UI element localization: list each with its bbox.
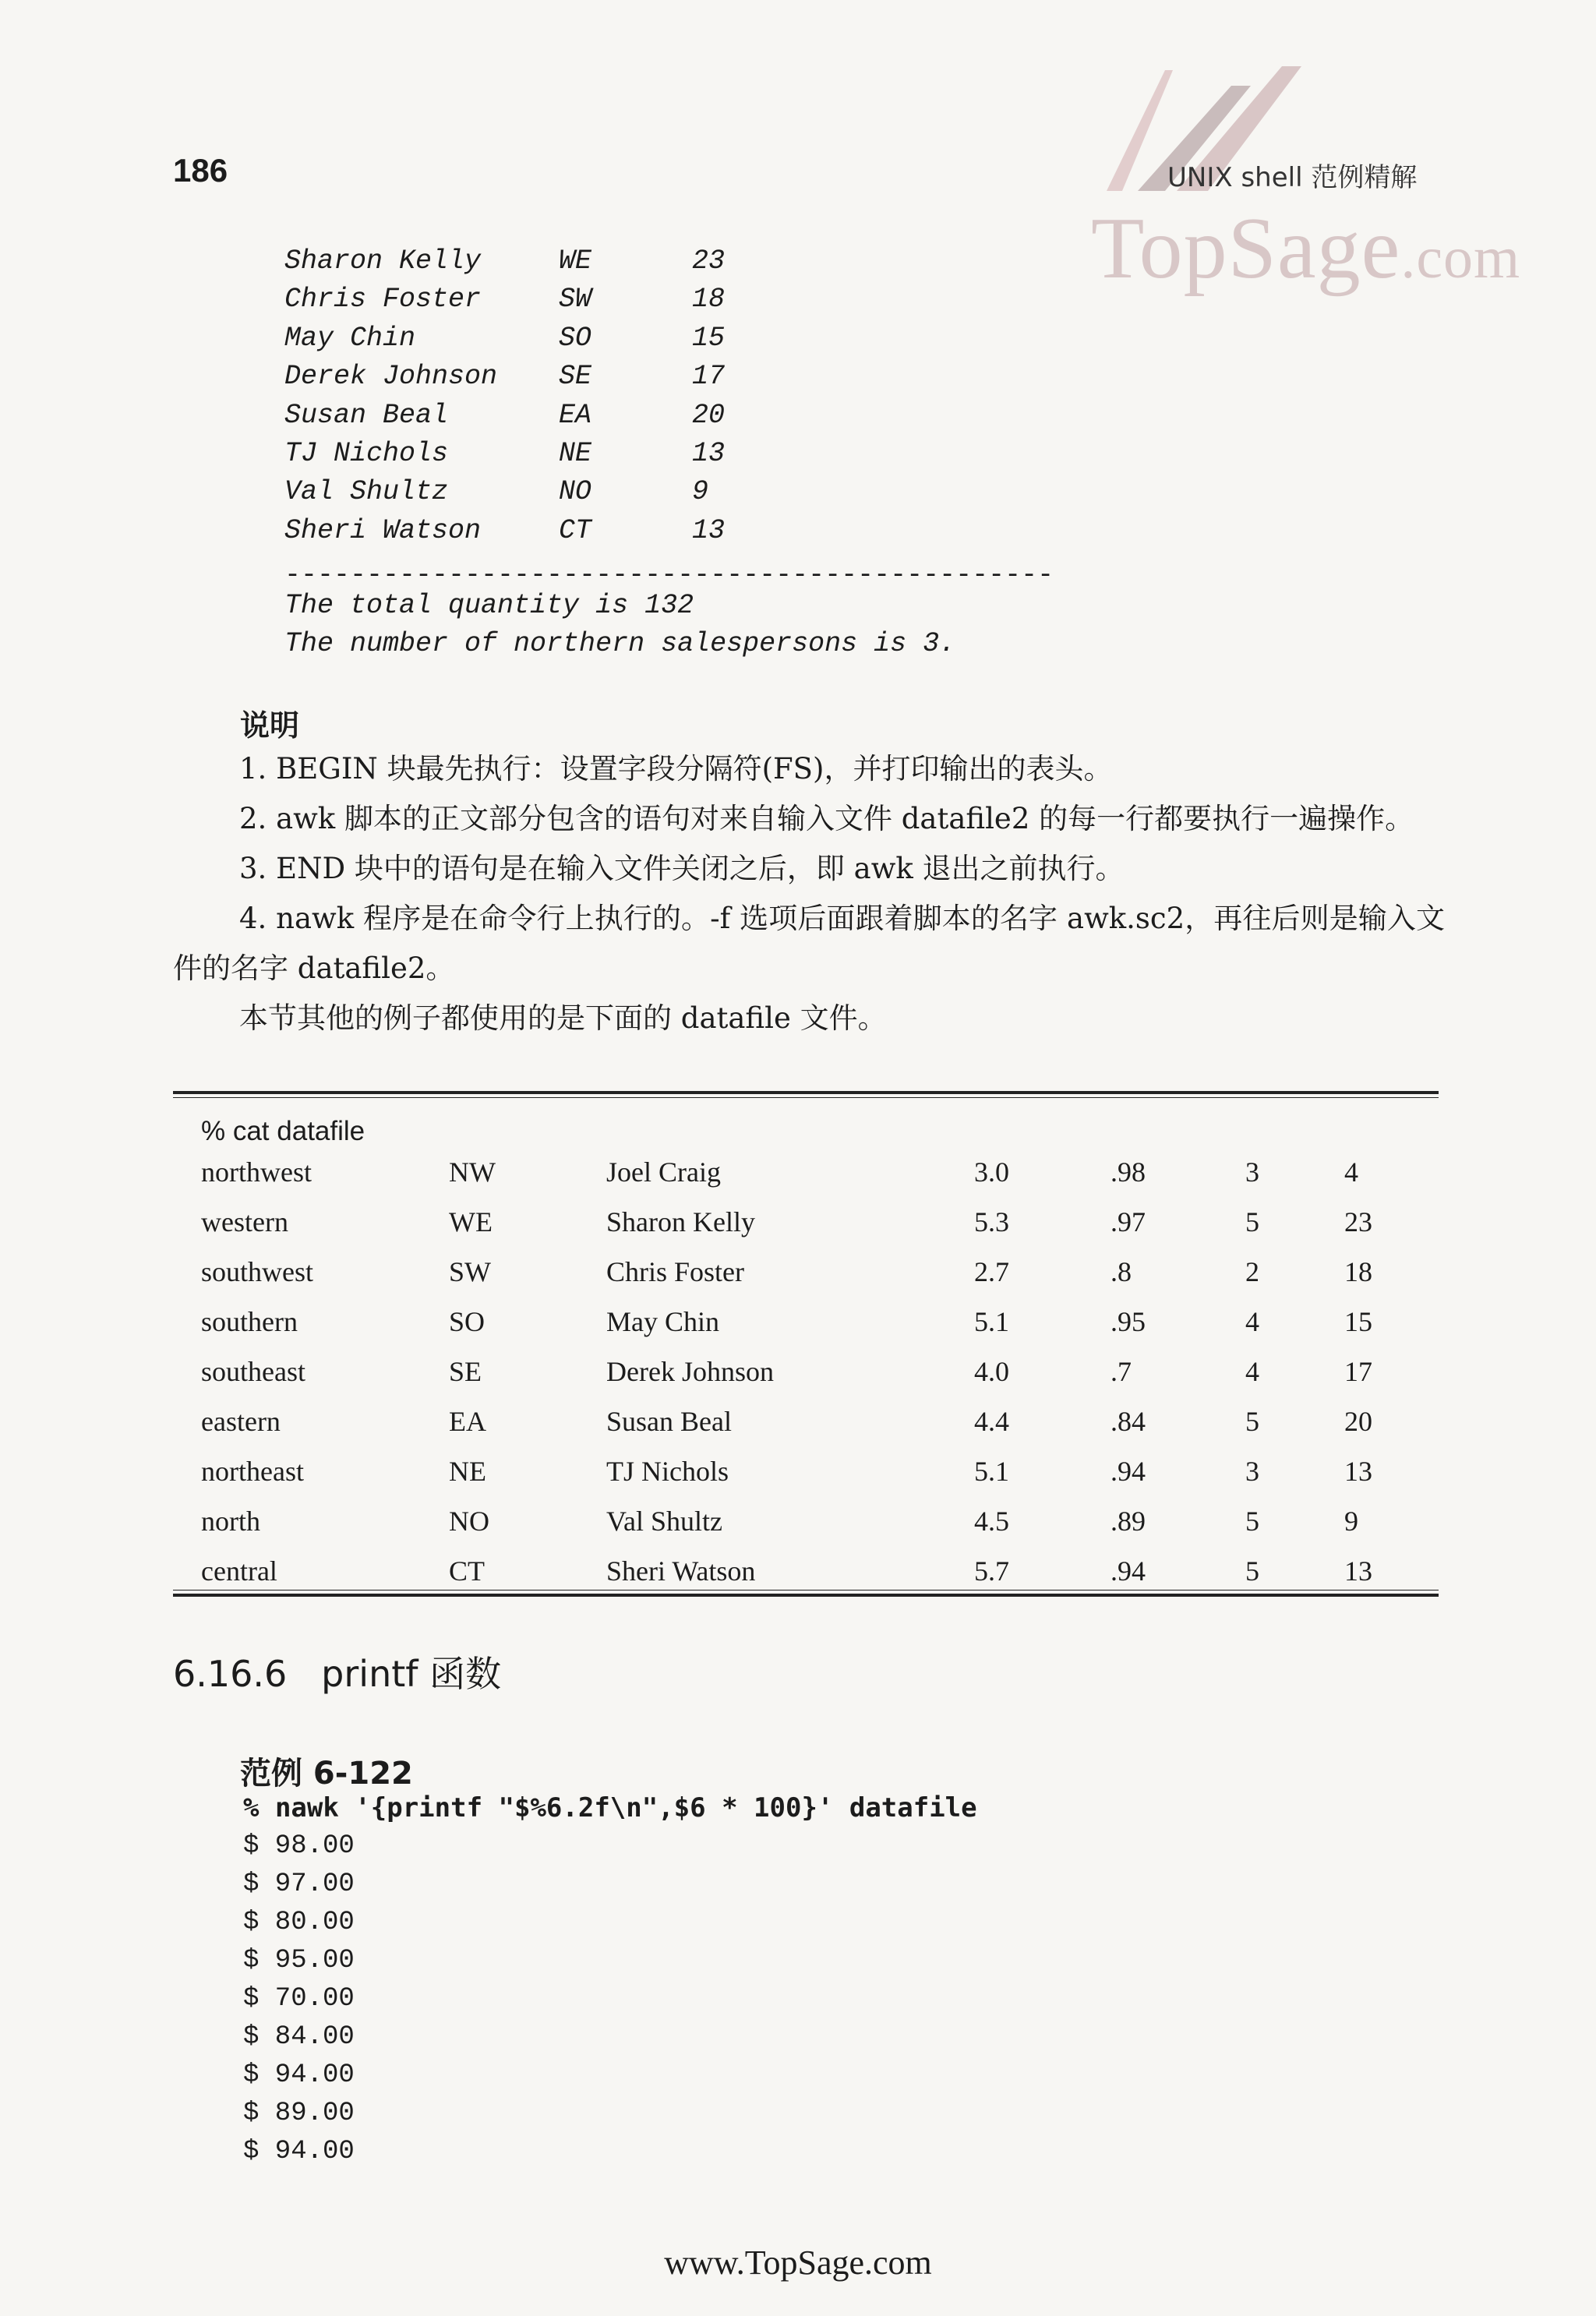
summary-lines <box>284 590 955 667</box>
command-output <box>243 1831 355 2175</box>
explanation-paragraph: 2. awk 脚本的正文部分包含的语句对来自输入文件 datafile2 的每一行都要执行一遍操作。 <box>239 802 1414 835</box>
output-line: $ 97.00 <box>243 1869 355 1899</box>
table-top-rule <box>173 1091 1439 1094</box>
output-line: $ 80.00 <box>243 1908 355 1937</box>
table-bottom-rule <box>173 1594 1439 1597</box>
watermark-text: TopSage.com <box>1091 200 1521 297</box>
output-line: $ 94.00 <box>243 2060 355 2090</box>
book-title: UNIX shell 范例精解 <box>1167 162 1418 193</box>
footer-url: www.TopSage.com <box>664 2244 932 2282</box>
output-line: $ 94.00 <box>243 2137 355 2166</box>
page-number: 186 <box>173 152 228 189</box>
output-line: $ 89.00 <box>243 2099 355 2128</box>
explanation-paragraph: 3. END 块中的语句是在输入文件关闭之后，即 awk 退出之前执行。 <box>239 852 1125 885</box>
explanation-paragraph: 1. BEGIN 块最先执行：设置字段分隔符(FS)，并打印输出的表头。 <box>239 752 1113 786</box>
explanation-body <box>173 744 1445 1043</box>
output-line: $ 70.00 <box>243 1984 355 2014</box>
explanation-paragraph: 4. nawk 程序是在命令行上执行的。-f 选项后面跟着脚本的名字 awk.sc2，再往后则是输入文件的名字 datafile2。 <box>173 902 1445 985</box>
table-top-rule-thin <box>173 1097 1439 1098</box>
total-quantity-line: The total quantity is 132 <box>284 590 694 621</box>
output-line: $ 95.00 <box>243 1946 355 1975</box>
datafile-command: % cat datafile <box>201 1116 365 1146</box>
explanation-heading: 说明 <box>240 708 300 743</box>
explanation-paragraph: 本节其他的例子都使用的是下面的 datafile 文件。 <box>239 1001 887 1035</box>
output-line: $ 84.00 <box>243 2022 355 2052</box>
example-label: 范例 6-122 <box>240 1756 413 1792</box>
command-line: % nawk '{printf "$%6.2f\n",$6 * 100}' datafile <box>243 1792 977 1823</box>
section-title: 6.16.6 printf 函数 <box>173 1653 502 1695</box>
northern-count-line: The number of northern salespersons is 3. <box>284 628 956 660</box>
separator-line: ----------------------------------------------- <box>284 560 1054 591</box>
output-line: $ 98.00 <box>243 1831 355 1861</box>
